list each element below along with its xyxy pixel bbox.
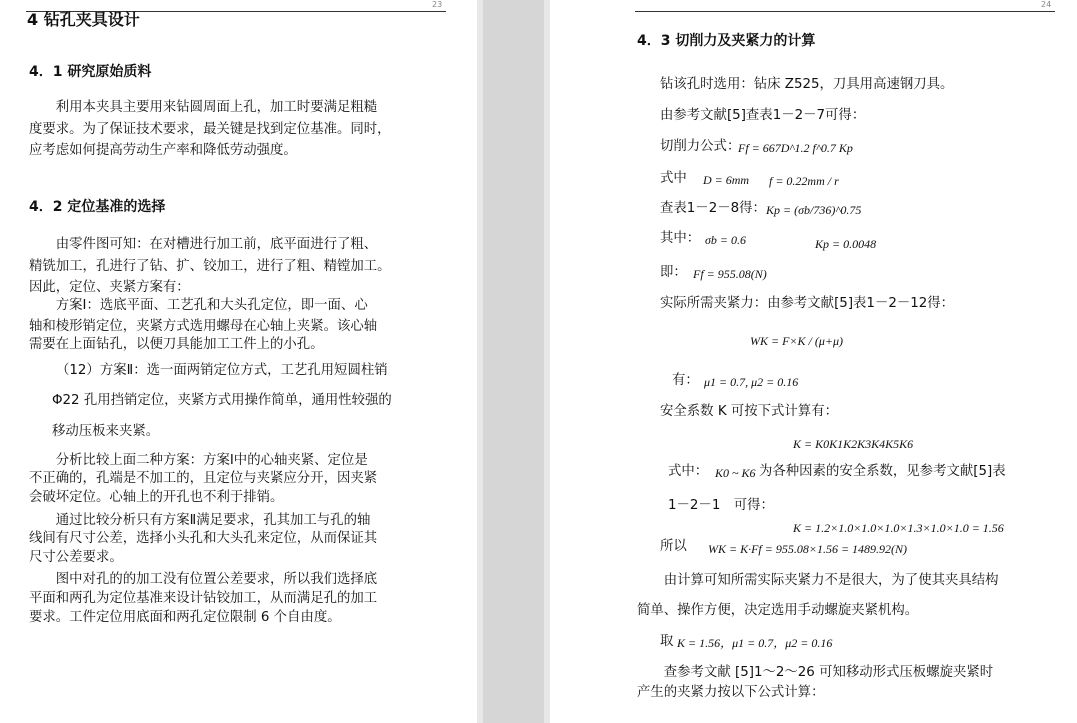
chapter-heading: 4 钻孔夹具设计 (27, 10, 140, 29)
paragraph-line: 要求。工件定位用底面和两孔定位限制 6 个自由度。 (29, 610, 341, 625)
cutting-force-formula: Ff = 667D^1.2 f^0.7 Kp (738, 141, 853, 155)
formula-label: 式中： (668, 464, 709, 479)
paragraph-line: 方案Ⅰ：选底平面、工艺孔和大头孔定位，即一面、心 (29, 298, 368, 313)
formula-k-value: K = 1.2×1.0×1.0×1.0×1.3×1.0×1.0 = 1.56 (793, 521, 1004, 535)
paragraph-line: 精铣加工，孔进行了钻、扩、铰加工，进行了粗、精镗加工。 (29, 259, 391, 274)
paragraph-line: 不正确的，孔端是不加工的，且定位与夹紧应分开，因夹紧 (29, 471, 378, 486)
formula-wk-value: WK = K·Ff = 955.08×1.56 = 1489.92(N) (708, 542, 908, 556)
paragraph-line: 1－2－1 可得： (668, 498, 774, 513)
page-number: 24 (1041, 0, 1052, 9)
formula-wk: WK = F×K / (μ+μ) (750, 334, 843, 348)
paragraph-line: 由计算可知所需实际夹紧力不是很大，为了使其夹具结构 (637, 573, 999, 588)
document-page-left (0, 0, 477, 723)
paragraph-line: 分析比较上面二种方案：方案Ⅰ中的心轴夹紧、定位是 (29, 453, 368, 468)
paragraph-line: 应考虑如何提高劳动生产率和降低劳动强度。 (29, 143, 297, 158)
paragraph-line: 轴和棱形销定位，夹紧方式选用螺母在心轴上夹紧。该心轴 (29, 319, 378, 334)
paragraph-line: 通过比较分析只有方案Ⅱ满足要求，孔其加工与孔的轴 (29, 513, 371, 528)
formula-kp: Kp = (σb/736)^0.75 (766, 203, 862, 217)
formula-sigma: σb = 0.6 (705, 233, 747, 247)
formula-label: 查表1－2－8得： (660, 201, 766, 216)
paragraph-line: 为各种因素的安全系数，见参考文献[5]表 (759, 464, 1006, 479)
paragraph-line: 查参考文献 [5]1～2～26 可知移动形式压板螺旋夹紧时 (637, 665, 994, 680)
paragraph-line: 需要在上面钻孔，以便刀具能加工工件上的小孔。 (29, 337, 324, 352)
formula-label: 式中 (660, 171, 687, 186)
paragraph-line: 利用本夹具主要用来钻圆周面上孔，加工时要满足粗糙 (29, 100, 378, 115)
paragraph-line: Φ22 孔用挡销定位，夹紧方式用操作简单，通用性较强的 (52, 393, 392, 408)
formula-k-product: K = K0K1K2K3K4K5K6 (793, 437, 914, 451)
paragraph-line: 因此，定位、夹紧方案有： (29, 280, 190, 295)
paragraph-line: 实际所需夹紧力：由参考文献[5]表1－2－12得： (660, 296, 955, 311)
formula-f: f = 0.22mm / r (769, 174, 839, 188)
formula-kp-value: Kp = 0.0048 (815, 237, 877, 251)
section-heading: 4．3 切削力及夹紧力的计算 (637, 33, 816, 49)
formula-take: K = 1.56，μ1 = 0.7，μ2 = 0.16 (677, 636, 833, 650)
paragraph-line: 平面和两孔为定位基准来设计钻铰加工，从而满足孔的加工 (29, 591, 378, 606)
formula-k-range: K0 ~ K6 (715, 466, 756, 480)
formula-label: 切削力公式： (660, 139, 741, 154)
paragraph-line: （12）方案Ⅱ：选一面两销定位方式，工艺孔用短圆柱销 (56, 363, 388, 378)
formula-label: 有： (672, 373, 699, 388)
formula-ff: Ff = 955.08(N) (693, 267, 767, 281)
paragraph-line: 安全系数 K 可按下式计算有： (660, 404, 838, 419)
paragraph-line: 产生的夹紧力按以下公式计算： (637, 685, 825, 700)
paragraph-line: 由参考文献[5]查表1－2－7可得： (660, 108, 866, 123)
paragraph-line: 图中对孔的的加工没有位置公差要求，所以我们选择底 (29, 572, 378, 587)
header-rule (635, 11, 1055, 12)
paragraph-line: 由零件图可知：在对槽进行加工前，底平面进行了粗、 (29, 237, 378, 252)
formula-label: 取 (660, 634, 674, 649)
paragraph-line: 简单、操作方便，决定选用手动螺旋夹紧机构。 (637, 603, 919, 618)
paragraph-line: 线间有尺寸公差，选择小头孔和大头孔来定位，从而保证其 (29, 531, 378, 546)
page-number: 23 (432, 0, 443, 9)
formula-label: 即： (660, 265, 687, 280)
document-page-right (550, 0, 1077, 723)
paragraph-line: 移动压板来夹紧。 (52, 424, 160, 439)
paragraph-line: 度要求。为了保证技术要求，最关键是找到定位基准。同时， (29, 122, 391, 137)
formula-label: 其中： (660, 231, 701, 246)
formula-label: 所以 (660, 539, 687, 554)
paragraph-line: 钻该孔时选用：钻床 Z525，刀具用高速钢刀具。 (660, 77, 954, 92)
section-heading: 4．2 定位基准的选择 (29, 199, 166, 215)
formula-mu: μ1 = 0.7, μ2 = 0.16 (704, 375, 799, 389)
paragraph-line: 尺寸公差要求。 (29, 550, 123, 565)
page-gutter (483, 0, 544, 723)
paragraph-line: 会破坏定位。心轴上的开孔也不利于排销。 (29, 490, 284, 505)
formula-d: D = 6mm (703, 173, 750, 187)
section-heading: 4．1 研究原始质料 (29, 64, 152, 80)
